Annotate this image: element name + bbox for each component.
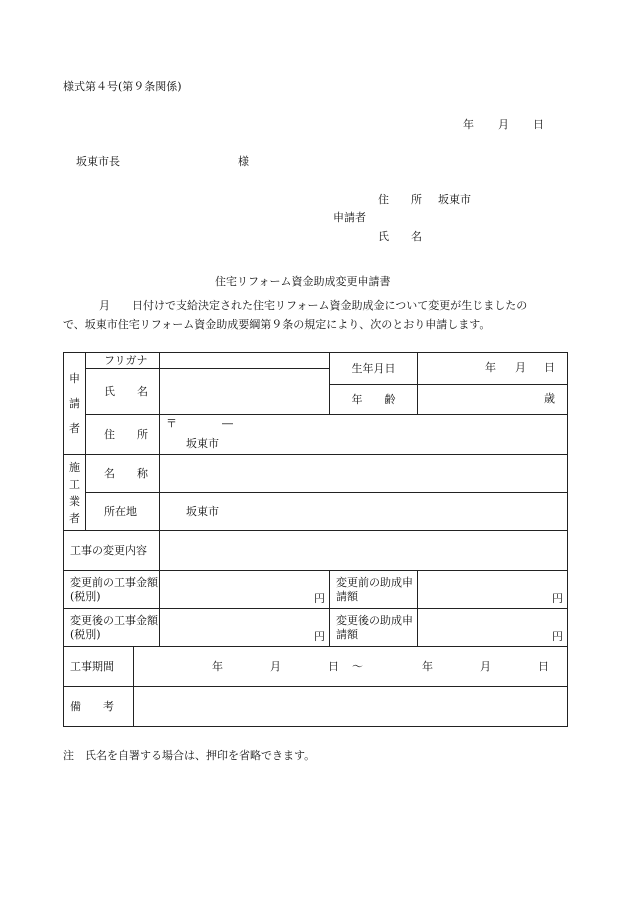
dob-month-label: 月 xyxy=(515,361,527,374)
change-details-field[interactable] xyxy=(160,531,568,571)
period-month-2: 月 xyxy=(480,660,491,673)
period-year-1: 年 xyxy=(212,660,223,673)
furigana-field[interactable] xyxy=(160,353,330,369)
form-number: 様式第４号(第９条関係) xyxy=(63,80,182,93)
address-city: 坂東市 xyxy=(186,437,220,450)
applicant-role-label: 申請者 xyxy=(333,211,366,224)
date-month-label: 月 xyxy=(498,118,509,131)
postal-dash: ― xyxy=(222,417,234,430)
applicant-name-label: 氏 名 xyxy=(378,230,422,243)
date-year-label: 年 xyxy=(463,118,474,131)
age-unit: 歳 xyxy=(544,392,556,405)
address-field[interactable] xyxy=(160,415,568,455)
furigana-label: フリガナ xyxy=(86,353,160,369)
dob-label: 生年月日 xyxy=(330,353,418,385)
applicant-group-label: 申 請 者 xyxy=(64,353,86,455)
period-day-2: 日 xyxy=(538,660,549,673)
dob-day-label: 日 xyxy=(544,361,556,374)
after-subsidy-field[interactable]: 円 xyxy=(418,609,568,647)
addressee-name: 坂東市長 xyxy=(76,155,120,168)
address-label: 住 所 xyxy=(86,415,160,455)
document-title: 住宅リフォーム資金助成変更申請書 xyxy=(215,275,391,288)
name-label: 氏 名 xyxy=(86,369,160,415)
footnote: 注 氏名を自署する場合は、押印を省略できます。 xyxy=(63,749,316,762)
application-form-table xyxy=(63,352,568,727)
after-cost-label: 変更後の工事金額(税別) xyxy=(64,609,160,647)
before-cost-field[interactable]: 円 xyxy=(160,571,330,609)
applicant-address-value: 坂東市 xyxy=(438,193,471,206)
change-details-label: 工事の変更内容 xyxy=(64,531,160,571)
dob-year-label: 年 xyxy=(485,361,497,374)
company-name-field[interactable] xyxy=(160,455,568,493)
body-text-line-1: 月 日付けで支給決定された住宅リフォーム資金助成金について変更が生じましたの xyxy=(99,299,528,312)
period-day-1: 日 xyxy=(328,660,339,673)
company-name-label: 名 称 xyxy=(86,455,160,493)
addressee-honorific: 様 xyxy=(238,155,249,168)
remarks-label: 備 考 xyxy=(64,687,134,727)
age-label: 年 齢 xyxy=(330,385,418,415)
period-year-2: 年 xyxy=(422,660,433,673)
after-subsidy-label: 変更後の助成申請額 xyxy=(330,609,418,647)
remarks-field[interactable] xyxy=(134,687,568,727)
date-day-label: 日 xyxy=(533,118,544,131)
period-field[interactable] xyxy=(134,647,568,687)
location-label: 所在地 xyxy=(86,493,160,531)
dob-field[interactable] xyxy=(418,353,568,385)
name-field[interactable] xyxy=(160,369,330,415)
period-month-1: 月 xyxy=(270,660,281,673)
postal-mark: 〒 xyxy=(166,417,178,430)
before-subsidy-field[interactable]: 円 xyxy=(418,571,568,609)
contractor-group-label: 施 工 業 者 xyxy=(64,455,86,531)
before-cost-label: 変更前の工事金額(税別) xyxy=(64,571,160,609)
period-tilde: ～ xyxy=(352,660,363,673)
before-subsidy-label: 変更前の助成申請額 xyxy=(330,571,418,609)
location-field[interactable]: 坂東市 xyxy=(160,493,568,531)
period-label: 工事期間 xyxy=(64,647,134,687)
age-field[interactable] xyxy=(418,385,568,415)
after-cost-field[interactable]: 円 xyxy=(160,609,330,647)
body-text-line-2: で、坂東市住宅リフォーム資金助成要綱第９条の規定により、次のとおり申請します。 xyxy=(63,318,491,331)
applicant-address-label: 住 所 xyxy=(378,193,422,206)
